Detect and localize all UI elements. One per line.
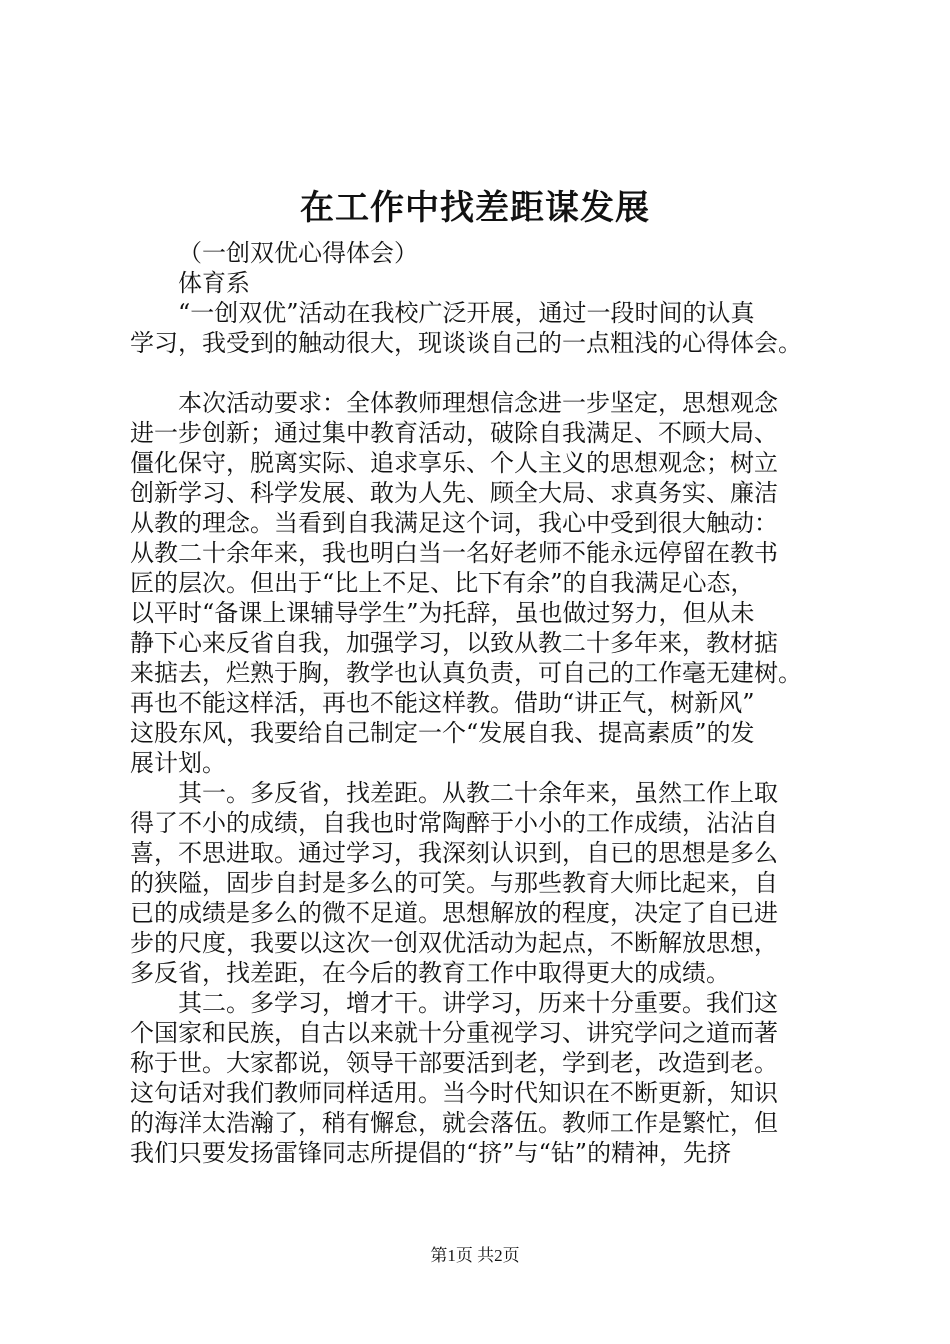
text-line: 这股东风，我要给自己制定一个“发展自我、提高素质”的发 [130,719,755,747]
text-line: 这句话对我们教师同样适用。当今时代知识在不断更新，知识 [130,1079,778,1107]
text-line: 本次活动要求：全体教师理想信念进一步坚定，思想观念 [178,389,778,417]
text-line: 创新学习、科学发展、敢为人先、顾全大局、求真务实、廉洁 [130,479,778,507]
text-line: 已的成绩是多么的微不足道。思想解放的程度，决定了自已进 [130,899,778,927]
document-body [130,238,830,1168]
text-line: 得了不小的成绩，自我也时常陶醉于小小的工作成绩，沾沾自 [130,809,778,837]
text-line: 多反省，找差距，在今后的教育工作中取得更大的成绩。 [130,959,730,987]
text-line: 从教的理念。当看到自我满足这个词，我心中受到很大触动： [130,509,778,537]
text-line: （一创双优心得体会） [178,239,418,267]
text-line: 我们只要发扬雷锋同志所提倡的“挤”与“钻”的精神，先挤 [130,1139,732,1167]
text-line: 展计划。 [130,749,226,777]
page-footer: 第1页 共2页 [430,1246,520,1265]
text-line: 体育系 [178,269,250,297]
text-line: 再也不能这样活，再也不能这样教。借助“讲正气，树新风” [130,689,755,717]
text-line: 其一。多反省，找差距。从教二十余年来，虽然工作上取 [178,779,778,807]
text-line: 的狭隘，固步自封是多么的可笑。与那些教育大师比起来，自 [130,869,778,897]
text-line: 步的尺度，我要以这次一创双优活动为起点，不断解放思想， [130,929,778,957]
text-line: 其二。多学习，增才干。讲学习，历来十分重要。我们这 [178,989,778,1017]
text-line: 匠的层次。但出于“比上不足、比下有余”的自我满足心态， [130,569,755,597]
text-line: 僵化保守，脱离实际、追求享乐、个人主义的思想观念；树立 [130,449,778,477]
text-line: 从教二十余年来，我也明白当一名好老师不能永远停留在教书 [130,539,778,567]
document-title: 在工作中找差距谋发展 [300,188,650,228]
text-line: 喜，不思进取。通过学习，我深刻认识到，自已的思想是多么 [130,839,778,867]
text-line: 来掂去，烂熟于胸，教学也认真负责，可自己的工作毫无建树。 [130,659,802,687]
text-line: 称于世。大家都说，领导干部要活到老，学到老，改造到老。 [130,1049,778,1077]
text-line: 静下心来反省自我，加强学习，以致从教二十多年来，教材掂 [130,629,778,657]
text-line: 学习，我受到的触动很大，现谈谈自己的一点粗浅的心得体会。 [130,329,802,357]
text-line: 的海洋太浩瀚了，稍有懈怠，就会落伍。教师工作是繁忙，但 [130,1109,778,1137]
text-line: 个国家和民族，自古以来就十分重视学习、讲究学问之道而著 [130,1019,778,1047]
text-line: 以平时“备课上课辅导学生”为托辞，虽也做过努力，但从未 [130,599,755,627]
text-line [130,358,830,388]
text-line: “一创双优”活动在我校广泛开展，通过一段时间的认真 [178,299,755,327]
text-line: 进一步创新；通过集中教育活动，破除自我满足、不顾大局、 [130,419,778,447]
